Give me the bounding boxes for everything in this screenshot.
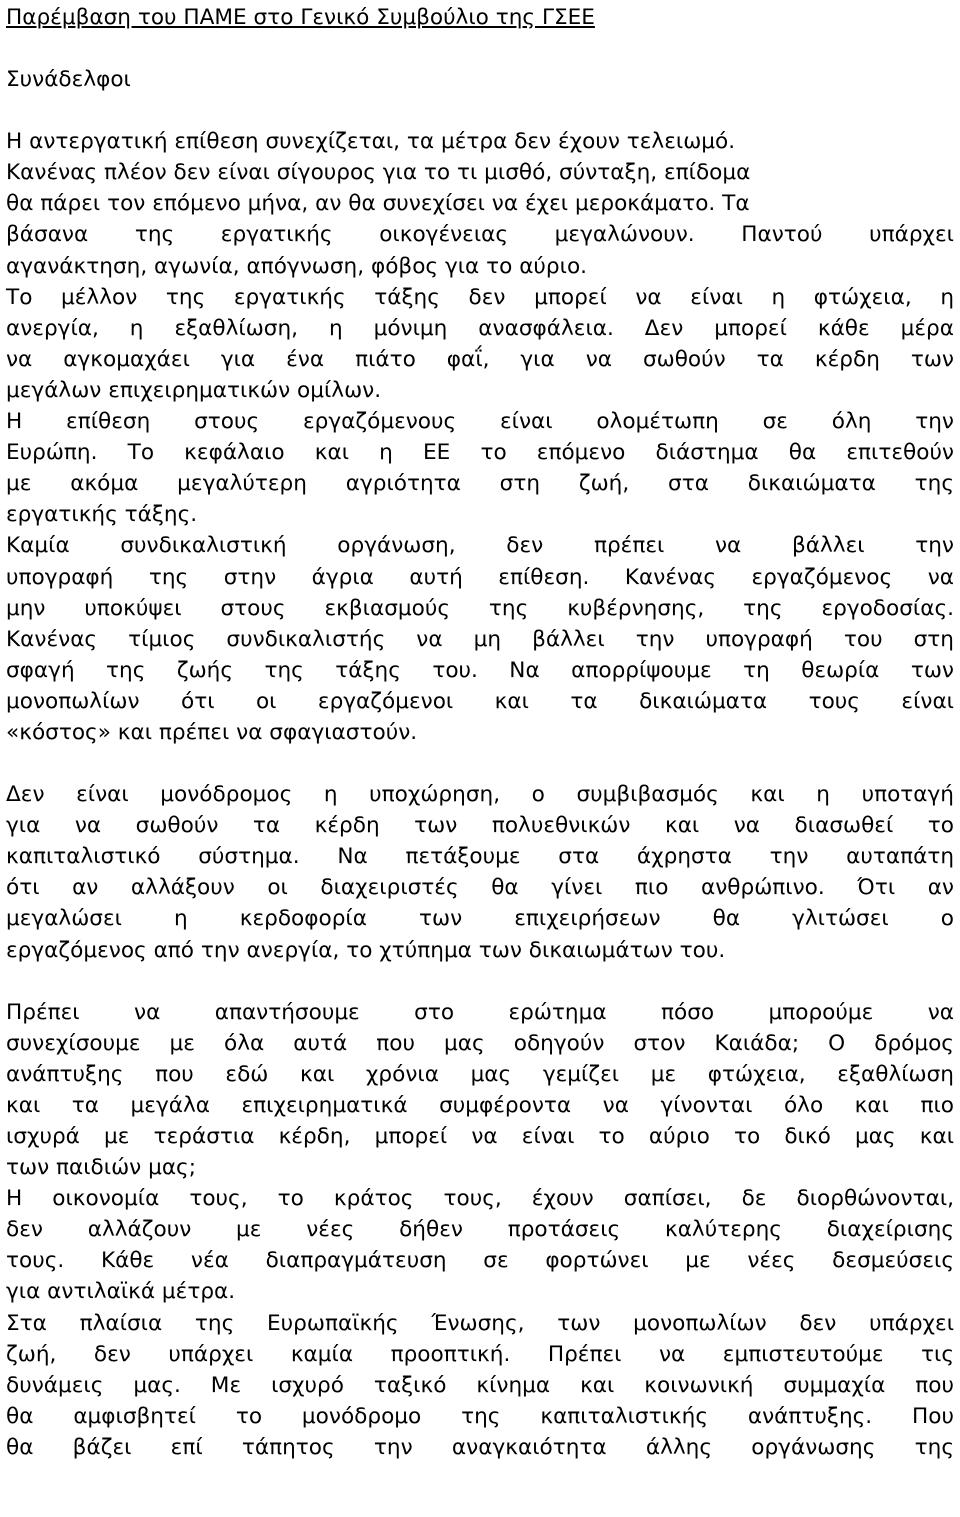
document-body [6,126,954,1463]
paragraph-line: μεγάλων επιχειρηματικών ομίλων. [6,377,382,403]
paragraph-line: Η αντεργατική επίθεση συνεχίζεται, τα μέτρα δεν έχουν τελειωμό. [6,129,736,155]
paragraph-line: δυνάμεις μας. Με ισχυρό ταξικό κίνημα και κοινωνική συμμαχία που [6,1372,954,1398]
paragraph-line: Η επίθεση στους εργαζόμενους είναι ολομέτωπη σε όλη την [6,409,954,435]
salutation: Συνάδελφοι [6,67,131,93]
paragraph-line: Κανένας πλέον δεν είναι σίγουρος για το τι μισθό, σύνταξη, επίδομα [6,160,751,186]
paragraph-line: δεν αλλάζουν με νέες δήθεν προτάσεις καλύτερης διαχείρισης [6,1217,954,1243]
paragraph-line: ισχυρά με τεράστια κέρδη, μπορεί να είναι το αύριο το δικό μας και [6,1124,954,1149]
paragraph-line: και τα μεγάλα επιχειρηματικά συμφέροντα να γίνονται όλο και πιο [6,1092,954,1118]
paragraph-line: ανεργία, η εξαθλίωση, η μόνιμη ανασφάλεια. Δεν μπορεί κάθε μέρα [6,315,954,341]
paragraph [6,997,954,1463]
paragraph-line: Ευρώπη. Το κεφάλαιο και η ΕΕ το επόμενο διάστημα θα επιτεθούν [6,440,954,466]
paragraph-line: Πρέπει να απαντήσουμε στο ερώτημα πόσο μπορούμε να [6,999,954,1025]
paragraph-line: θα πάρει τον επόμενο μήνα, αν θα συνεχίσει να έχει μεροκάματο. Τα [6,191,750,217]
paragraph-line: για αντιλαϊκά μέτρα. [6,1279,236,1305]
paragraph-line: καπιταλιστικό σύστημα. Να πετάξουμε στα άχρηστα την αυταπάτη [6,844,954,870]
paragraph-line: θα βάζει επί τάπητος την αναγκαιότητα άλλης οργάνωσης της [6,1434,954,1460]
paragraph-line: Δεν είναι μονόδρομος η υποχώρηση, ο συμβιβασμός και η υποταγή [6,782,954,808]
paragraph-line: μην υποκύψει στους εκβιασμούς της κυβέρνησης, της εργοδοσίας. [6,595,954,621]
paragraph-line: τους. Κάθε νέα διαπραγμάτευση σε φορτώνει με νέες δεσμεύσεις [6,1248,954,1274]
paragraph-line: θα αμφισβητεί το μονόδρομο της καπιταλιστικής ανάπτυξης. Που [6,1403,954,1429]
paragraph-line: ζωή, δεν υπάρχει καμία προοπτική. Πρέπει να εμπιστευτούμε τις [6,1341,954,1367]
paragraph [6,126,954,748]
paragraph-line: Η οικονομία τους, το κράτος τους, έχουν σαπίσει, δε διορθώνονται, [6,1186,954,1212]
paragraph-line: υπογραφή της στην άγρια αυτή επίθεση. Κανένας εργαζόμενος να [6,564,954,590]
paragraph-line: μεγαλώσει η κερδοφορία των επιχειρήσεων θα γλιτώσει ο [6,906,954,932]
paragraph [6,779,954,966]
paragraph-line: βάσανα της εργατικής οικογένειας μεγαλώνουν. Παντού υπάρχει [6,222,954,248]
paragraph-line: Κανένας τίμιος συνδικαλιστής να μη βάλλει την υπογραφή του στη [6,626,954,652]
paragraph-line: για να σωθούν τα κέρδη των πολυεθνικών και να διασωθεί το [6,813,954,839]
paragraph-line: με ακόμα μεγαλύτερη αγριότητα στη ζωή, στα δικαιώματα της [6,471,954,497]
paragraph-line: αγανάκτηση, αγωνία, απόγνωση, φόβος για το αύριο. [6,253,588,279]
paragraph-line: ότι αν αλλάξουν οι διαχειριστές θα γίνει πιο ανθρώπινο. Ότι αν [6,875,954,901]
paragraph-line: σφαγή της ζωής της τάξης του. Να απορρίψουμε τη θεωρία των [6,657,954,683]
document-title: Παρέμβαση του ΠΑΜΕ στο Γενικό Συμβούλιο της ΓΣΕΕ [6,5,595,30]
paragraph-line: εργαζόμενος από την ανεργία, το χτύπημα των δικαιωμάτων του. [6,937,726,963]
paragraph-line: να αγκομαχάει για ένα πιάτο φαΐ, για να σωθούν τα κέρδη των [6,346,954,372]
paragraph-line: «κόστος» και πρέπει να σφαγιαστούν. [6,719,418,745]
paragraph-line: εργατικής τάξης. [6,502,198,528]
paragraph-line: Στα πλαίσια της Ευρωπαϊκής Ένωσης, των μονοπωλίων δεν υπάρχει [6,1310,954,1336]
paragraph-line: των παιδιών μας; [6,1155,196,1181]
paragraph-line: Καμία συνδικαλιστική οργάνωση, δεν πρέπει να βάλλει την [6,533,954,559]
paragraph-line: συνεχίσουμε με όλα αυτά που μας οδηγούν στον Καιάδα; Ο δρόμος [6,1030,954,1056]
paragraph-line: μονοπωλίων ότι οι εργαζόμενοι και τα δικαιώματα τους είναι [6,688,954,714]
paragraph-line: Το μέλλον της εργατικής τάξης δεν μπορεί να είναι η φτώχεια, η [6,284,954,310]
paragraph-line: ανάπτυξης που εδώ και χρόνια μας γεμίζει με φτώχεια, εξαθλίωση [6,1061,954,1087]
